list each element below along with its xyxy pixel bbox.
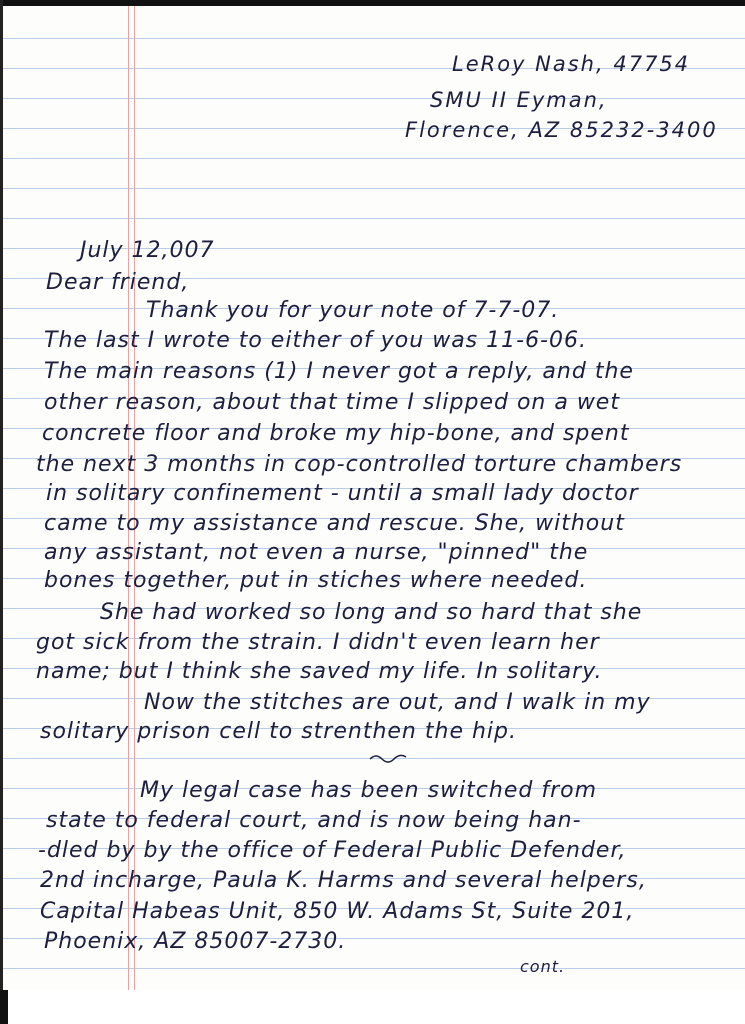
scan-border-bottom [0,990,745,1024]
body-line: state to federal court, and is now being han- [46,808,582,833]
body-line: Now the stitches are out, and I walk in my [144,690,651,715]
body-line: Phoenix, AZ 85007-2730. [44,929,347,954]
body-line: 2nd incharge, Paula K. Harms and several helpers, [40,868,647,893]
scan-border-left [0,0,3,1024]
body-line: concrete floor and broke my hip-bone, and spent [42,421,630,446]
letter-date: July 12,007 [80,238,215,263]
body-line: Thank you for your note of 7-7-07. [146,298,560,323]
body-line: any assistant, not even a nurse, "pinned" the [44,540,589,565]
body-line: -dled by by the office of Federal Public Defender, [38,838,627,863]
body-line: got sick from the strain. I didn't even learn her [36,630,600,655]
body-line: in solitary confinement - until a small lady doctor [46,481,639,506]
squiggle-mark [368,751,408,763]
body-line: name; but I think she saved my life. In solitary. [36,659,603,684]
return-address-line: SMU II Eyman, [430,88,608,112]
body-line: solitary prison cell to strenthen the hip. [40,719,517,744]
body-line: other reason, about that time I slipped on a wet [44,390,620,415]
scan-border-bottom-edge [0,990,8,1024]
body-line: The main reasons (1) I never got a reply, and the [44,359,634,384]
body-line: My legal case has been switched from [140,778,598,803]
continued-note: cont. [520,957,566,976]
body-line: the next 3 months in cop-controlled torture chambers [36,452,683,477]
return-address-line: Florence, AZ 85232-3400 [405,118,718,142]
body-line: came to my assistance and rescue. She, without [44,511,625,536]
return-address-line: LeRoy Nash, 47754 [452,52,691,76]
body-line: She had worked so long and so hard that she [100,600,643,625]
salutation: Dear friend, [46,270,190,295]
body-line: Capital Habeas Unit, 850 W. Adams St, Suite 201, [40,899,635,924]
body-line: bones together, put in stiches where needed. [44,568,588,593]
body-line: The last I wrote to either of you was 11-6-06. [44,328,587,353]
